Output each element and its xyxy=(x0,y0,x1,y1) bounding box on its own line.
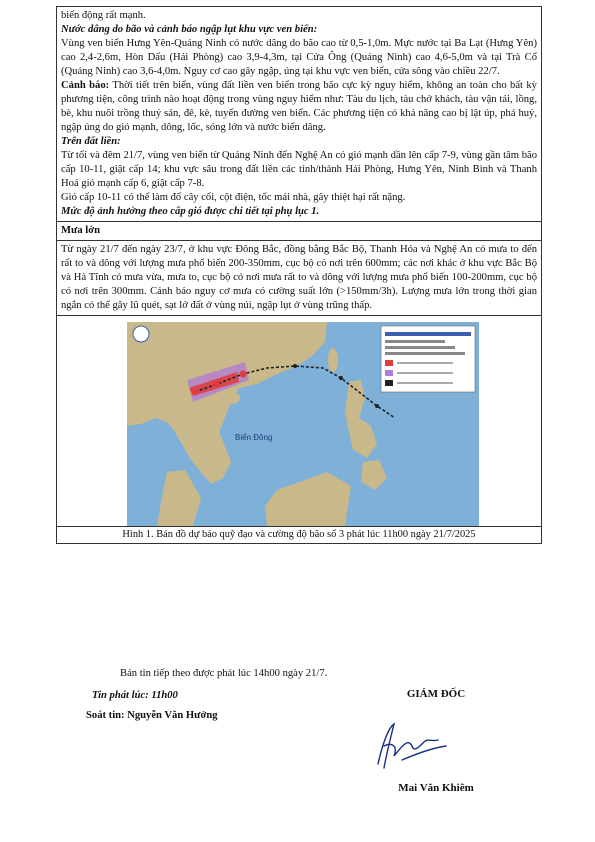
legend-line xyxy=(397,362,453,364)
legend-line xyxy=(385,352,465,355)
issued-time: Tin phát lúc: 11h00 xyxy=(92,690,178,701)
rain-text: Từ ngày 21/7 đến ngày 23/7, ở khu vực Đông Bắc, đồng bằng Bắc Bộ, Thanh Hóa và Nghệ An có mưa to đến rất to và dông với lượng mưa phổ biến 200-350mm, cục bộ có nơi trên 600mm; các nơi khác ở khu vực Bắc Bộ và Hà Tĩnh có mưa vừa, mưa to, cục bộ có nơi mưa rất to và dông với lượng mưa phổ biến 100-200mm, cục bộ có nơi trên 300mm. Cảnh báo nguy cơ mưa có cường suất lớn (>150mm/3h). Lượng mưa lớn trong thời gian ngắn có thể gây lũ quét, sạt lở đất ở vùng núi, ngập lụt ở vùng trũng thấp. xyxy=(57,241,542,316)
map-caption: Hình 1. Bản đồ dự báo quỹ đạo và cường độ bão số 3 phát lúc 11h00 ngày 21/7/2025 xyxy=(57,527,542,544)
impact-note: Mức độ ảnh hưởng theo cấp gió được chi tiết tại phụ lục 1. xyxy=(61,206,320,217)
legend-line xyxy=(397,382,453,384)
director-block xyxy=(376,688,496,794)
sea-label: Biển Đông xyxy=(235,433,273,442)
land-text-1: Từ tối và đêm 21/7, vùng ven biển từ Quảng Ninh đến Nghệ An có gió mạnh dần lên cấp 7-9, vùng gần tâm bão cấp 10-11, giật cấp 14; khu vực sâu trong đất liền các tỉnh/thành Hải Phòng, Hưng Yên, Ninh Bình và Thanh Hoá gió mạnh cấp 6, giật cấp 7-8. xyxy=(61,150,537,189)
surge-section xyxy=(57,7,542,222)
next-bulletin: Bản tin tiếp theo được phát lúc 14h00 ngày 21/7. xyxy=(120,668,328,679)
legend-line xyxy=(397,372,453,374)
issuer-block xyxy=(86,690,218,730)
map-cell xyxy=(57,316,542,527)
taiwan-island xyxy=(328,348,338,372)
director-name: Mai Văn Khiêm xyxy=(398,782,474,794)
legend-line xyxy=(385,332,471,336)
checked-by: Soát tin: Nguyễn Văn Hưởng xyxy=(86,710,218,721)
legend-swatch xyxy=(385,360,393,366)
signature-icon xyxy=(372,716,452,776)
warning-label: Cảnh báo: xyxy=(61,80,110,91)
forecast-point xyxy=(214,381,220,387)
top-line: biến động rất mạnh. xyxy=(61,10,146,21)
hainan-island xyxy=(222,392,240,404)
current-position xyxy=(240,371,247,378)
bulletin-table xyxy=(56,6,542,544)
storm-track-map xyxy=(127,322,479,526)
director-title: GIÁM ĐỐC xyxy=(406,688,466,700)
bulletin-page xyxy=(56,6,542,544)
legend-line xyxy=(385,346,455,349)
surge-text: Vùng ven biển Hưng Yên-Quảng Ninh có nước dâng do bão cao từ 0,5-1,0m. Mực nước tại Ba Lạt (Hưng Yên) cao 2,4-2,6m, Hòn Dấu (Hải Phòng) cao 3,9-4,3m, tại Cửa Ông (Quảng Ninh) cao 4,6-5,0m và tại Trà Cổ (Quảng Ninh) cao 3,6-4,0m. Nguy cơ cao gây ngập, úng tại khu vực ven biển, cửa sông vào chiều 22/7. xyxy=(61,38,537,77)
past-point xyxy=(293,364,297,368)
agency-logo xyxy=(133,326,149,342)
past-point xyxy=(339,376,343,380)
warning-paragraph xyxy=(61,79,537,135)
rain-heading: Mưa lớn xyxy=(57,222,542,241)
warning-text: Thời tiết trên biển, vùng đất liền ven biển trong bão cực kỳ nguy hiểm, không an toàn cho bất kỳ phương tiện, công trình nào hoạt động trong vùng nguy hiểm như: Tàu du lịch, tàu chở khách, tàu vận tải, lồng, bè, khu nuôi trồng thuỷ sản, đê, kè, tuyến đường ven biển. Các phương tiện có khả năng cao bị lật úp, phá huỷ, ngập úng do gió mạnh, dông, lốc, sóng lớn và nước biển dâng. xyxy=(61,80,537,133)
land-text-2: Gió cấp 10-11 có thể làm đổ cây cối, cột điện, tốc mái nhà, gây thiệt hại rất nặng. xyxy=(61,192,406,203)
table-row xyxy=(57,222,542,241)
past-point xyxy=(375,404,379,408)
table-row xyxy=(57,527,542,544)
legend-swatch xyxy=(385,380,393,386)
land-heading: Trên đất liền: xyxy=(61,136,121,147)
table-row xyxy=(57,7,542,222)
forecast-point xyxy=(192,389,198,395)
legend-line xyxy=(385,340,445,343)
legend-swatch xyxy=(385,370,393,376)
table-row xyxy=(57,241,542,316)
table-row xyxy=(57,316,542,527)
surge-heading: Nước dâng do bão và cảnh báo ngập lụt khu vực ven biển: xyxy=(61,24,318,35)
